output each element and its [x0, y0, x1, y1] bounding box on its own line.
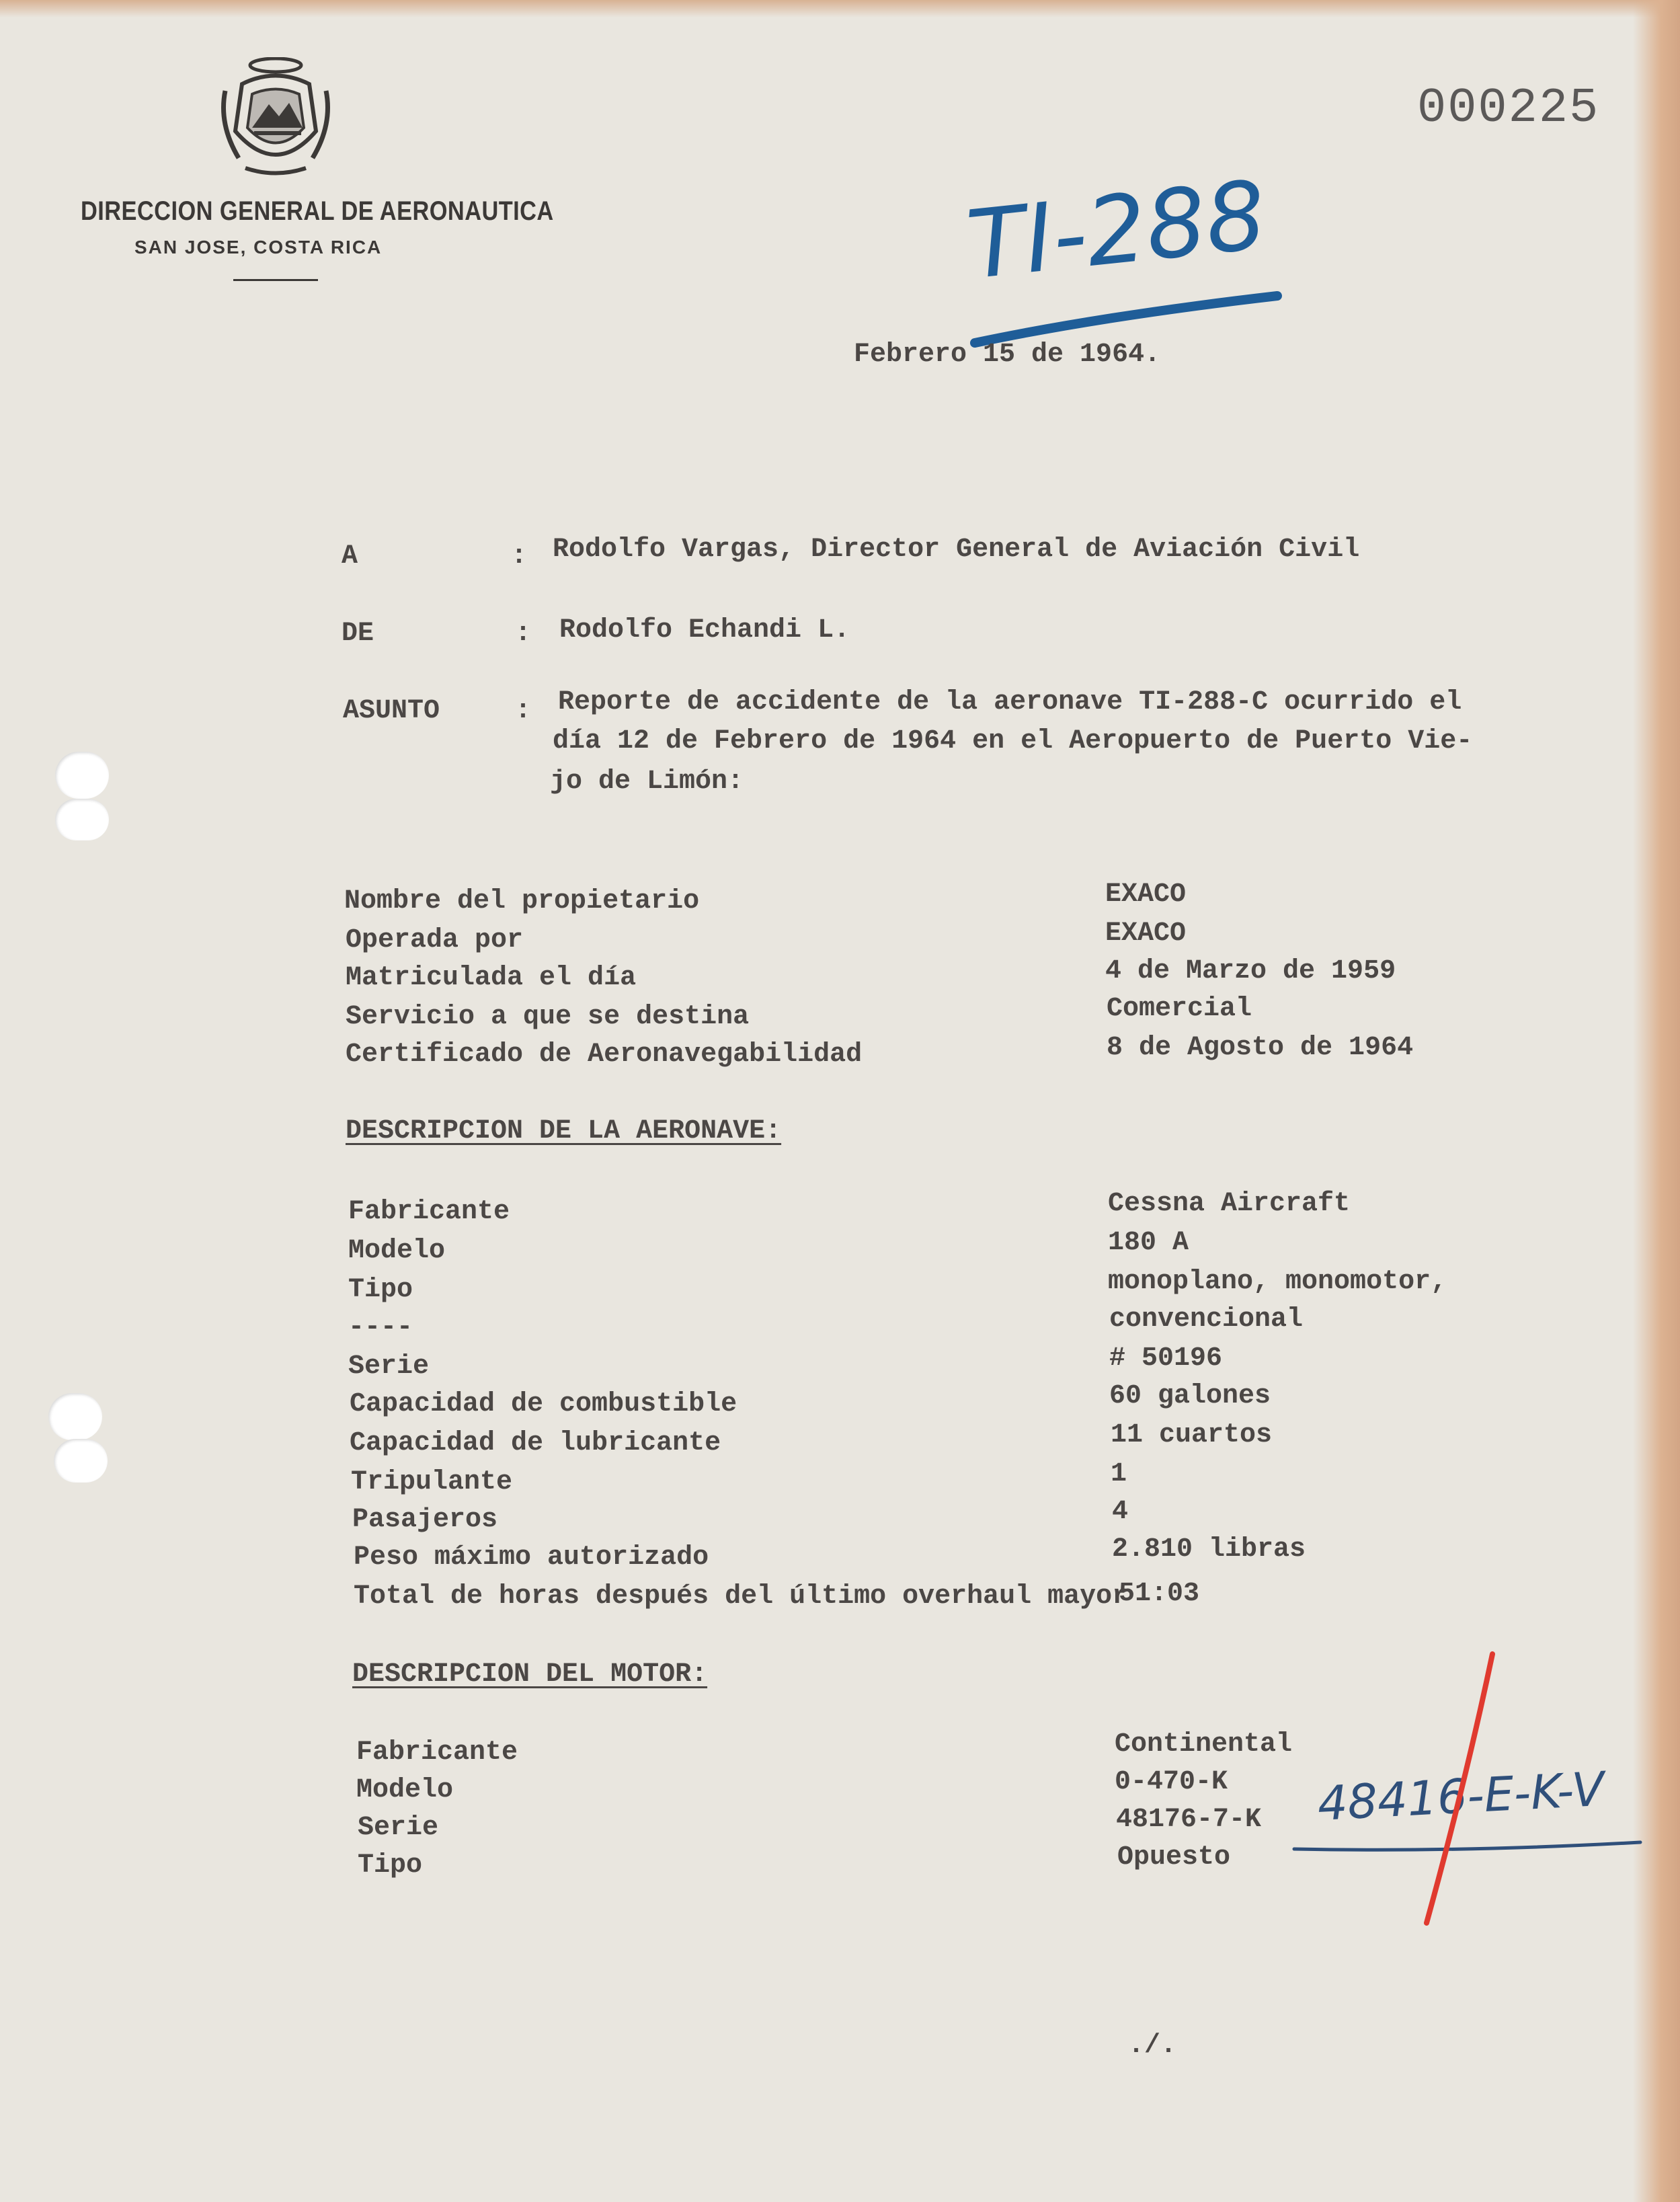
- red-strike-mark: [1412, 1647, 1506, 1930]
- engine-label: Modelo: [356, 1775, 454, 1805]
- handwritten-registration-note: TI-288: [962, 160, 1271, 301]
- aircraft-value: 11 cuartos: [1111, 1420, 1273, 1450]
- registration-value: Comercial: [1107, 994, 1252, 1024]
- aircraft-section-title: DESCRIPCION DE LA AERONAVE:: [346, 1116, 782, 1146]
- aircraft-value: 60 galones: [1109, 1381, 1271, 1411]
- aircraft-label: Tipo: [348, 1275, 413, 1305]
- punch-hole: [48, 1393, 102, 1440]
- header-colon: :: [515, 696, 532, 726]
- aircraft-value: monoplano, monomotor,: [1108, 1267, 1447, 1297]
- aircraft-label: Capacidad de lubricante: [350, 1428, 721, 1458]
- aircraft-label: Fabricante: [348, 1197, 510, 1227]
- aircraft-value: 180 A: [1108, 1228, 1189, 1258]
- registration-label: Nombre del propietario: [344, 886, 700, 916]
- header-value-to: Rodolfo Vargas, Director General de Aviación Civil: [553, 535, 1360, 565]
- engine-label: Serie: [358, 1813, 439, 1843]
- aircraft-value: 2.810 libras: [1112, 1534, 1306, 1565]
- engine-value: 48176-7-K: [1116, 1805, 1262, 1835]
- aircraft-label: Capacidad de combustible: [350, 1389, 737, 1419]
- engine-value: Continental: [1115, 1729, 1293, 1760]
- aircraft-label: Pasajeros: [352, 1505, 498, 1535]
- punch-hole: [54, 1439, 108, 1483]
- aircraft-label: Serie: [348, 1351, 430, 1382]
- aircraft-label: Modelo: [348, 1236, 446, 1266]
- organization-city: SAN JOSE, COSTA RICA: [134, 237, 383, 258]
- aircraft-label: Peso máximo autorizado: [354, 1542, 709, 1573]
- engine-section-title: DESCRIPCION DEL MOTOR:: [352, 1659, 708, 1690]
- header-colon: :: [511, 541, 528, 572]
- punch-hole: [55, 752, 109, 799]
- paper-edge-top: [0, 0, 1680, 17]
- registration-label: Matriculada el día: [346, 963, 637, 993]
- document-date: Febrero 15 de 1964.: [854, 340, 1161, 370]
- punch-hole: [55, 799, 109, 840]
- registration-value: 8 de Agosto de 1964: [1107, 1033, 1414, 1063]
- engine-value: Opuesto: [1117, 1842, 1231, 1873]
- engine-label: Fabricante: [356, 1737, 518, 1768]
- registration-label: Servicio a que se destina: [346, 1002, 750, 1032]
- aircraft-value: 1: [1111, 1459, 1127, 1489]
- coat-of-arms-seal: [215, 57, 336, 182]
- header-label-subject: ASUNTO: [343, 696, 440, 726]
- engine-value: 0-470-K: [1115, 1767, 1228, 1797]
- header-value-from: Rodolfo Echandi L.: [559, 615, 850, 645]
- header-label-from: DE: [342, 619, 374, 649]
- registration-label: Operada por: [346, 925, 524, 955]
- aircraft-label: ----: [348, 1312, 413, 1343]
- continuation-mark: ./.: [1128, 2031, 1177, 2061]
- aircraft-value: 4: [1112, 1497, 1129, 1527]
- aircraft-label: Total de horas después del último overhaul mayor: [354, 1581, 1129, 1612]
- header-label-to: A: [342, 541, 358, 572]
- document-number: 000225: [1417, 81, 1600, 136]
- aircraft-value: # 50196: [1109, 1343, 1223, 1374]
- letterhead-rule: [233, 279, 318, 281]
- header-value-subject-line: día 12 de Febrero de 1964 en el Aeropuerto de Puerto Vie-: [553, 726, 1473, 756]
- organization-name: DIRECCION GENERAL DE AERONAUTICA: [81, 196, 554, 226]
- registration-value: EXACO: [1105, 918, 1187, 949]
- paper-edge-right: [1633, 0, 1680, 2202]
- registration-value: 4 de Marzo de 1959: [1105, 956, 1396, 986]
- engine-label: Tipo: [358, 1850, 423, 1881]
- header-colon: :: [515, 619, 532, 649]
- header-value-subject-line: Reporte de accidente de la aeronave TI-288-C ocurrido el: [558, 687, 1462, 717]
- handwritten-serial-correction: 48416-E-K-V: [1316, 1761, 1606, 1832]
- aircraft-label: Tripulante: [351, 1467, 513, 1497]
- registration-value: EXACO: [1105, 879, 1187, 910]
- aircraft-value: Cessna Aircraft: [1108, 1189, 1351, 1219]
- header-value-subject-line: jo de Limón:: [550, 766, 744, 797]
- registration-label: Certificado de Aeronavegabilidad: [346, 1039, 863, 1070]
- aircraft-value: 51:03: [1119, 1579, 1200, 1609]
- aircraft-value: convencional: [1109, 1304, 1304, 1335]
